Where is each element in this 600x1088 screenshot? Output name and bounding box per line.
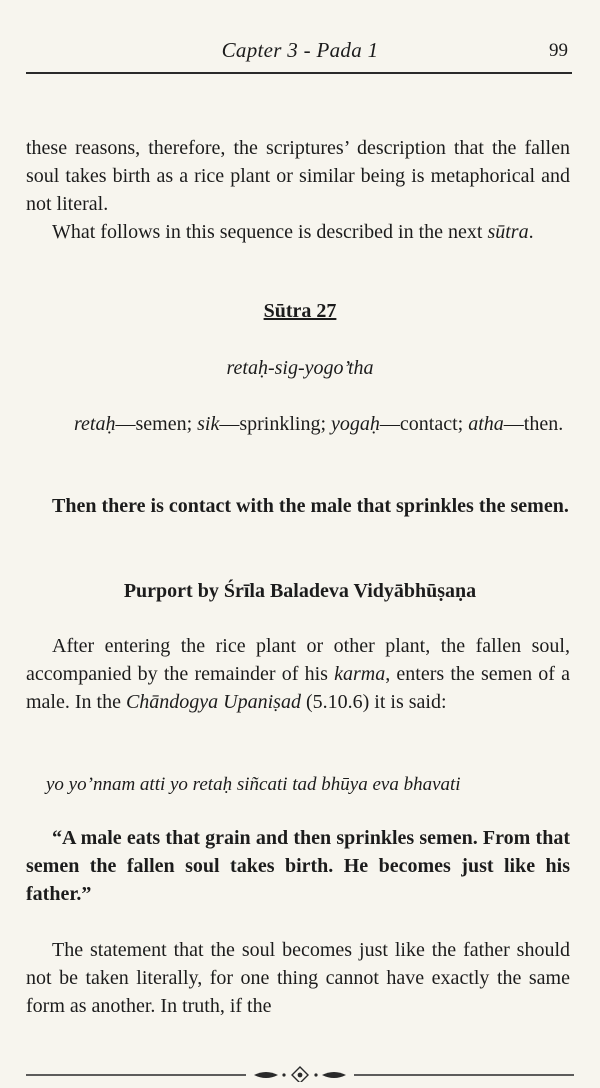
source-title: Chāndogya Upaniṣad — [125, 691, 301, 713]
period: . — [528, 221, 534, 243]
purport-paragraph — [26, 632, 570, 716]
page-header — [26, 38, 574, 72]
karma-word: karma — [334, 663, 386, 685]
word-gloss: —sprinkling; — [219, 413, 332, 435]
page-number: 99 — [549, 40, 568, 61]
sutra-sanskrit: retaḥ-sig-yogo’tha — [226, 357, 374, 379]
word-term: atha — [468, 413, 504, 435]
purport-text: After entering the rice plant or other plant, the fallen soul, accompanied by the remainder of his — [26, 635, 570, 685]
word-gloss: —semen; — [115, 413, 198, 435]
sutra-word: sūtra — [487, 221, 529, 243]
sutra-heading: Sūtra 27 — [263, 300, 337, 322]
floral-ornament-icon — [26, 1066, 574, 1082]
paragraph-next-sutra — [26, 218, 570, 246]
word-gloss: —then. — [503, 413, 564, 435]
purport-text: (5.10.6) it is said: — [300, 691, 447, 713]
purport-paragraph-2: The statement that the soul becomes just like the father should not be taken literally, for one thing cannot have exactly the same form as another. In truth, if the — [26, 939, 570, 1017]
word-meanings — [26, 410, 570, 438]
header-rule — [26, 72, 572, 74]
word-term: sik — [197, 413, 220, 435]
purport-text: , enters the semen of a male. In the — [26, 663, 570, 713]
quote-translation: “A male eats that grain and then sprinkles semen. From that semen the fallen soul takes birth. He becomes just like his father.” — [26, 827, 570, 905]
running-title: Capter 3 - Pada 1 — [221, 38, 379, 62]
purport-heading: Purport by Śrīla Baladeva Vidyābhūṣaṇa — [123, 580, 477, 602]
word-gloss: —contact; — [379, 413, 469, 435]
word-term: yogaḥ — [331, 413, 380, 435]
paragraph-continued: these reasons, therefore, the scriptures’ description that the fallen soul takes birth as a rice plant or similar being is metaphorical and not literal. — [26, 137, 570, 215]
sutra-translation: Then there is contact with the male that sprinkles the semen. — [52, 495, 569, 517]
paragraph-next-text: What follows in this sequence is described in the next — [52, 221, 488, 243]
quote-sanskrit: yo yo’nnam atti yo retaḥ siñcati tad bhūya eva bhavati — [46, 774, 461, 795]
word-term: retaḥ — [74, 413, 116, 435]
